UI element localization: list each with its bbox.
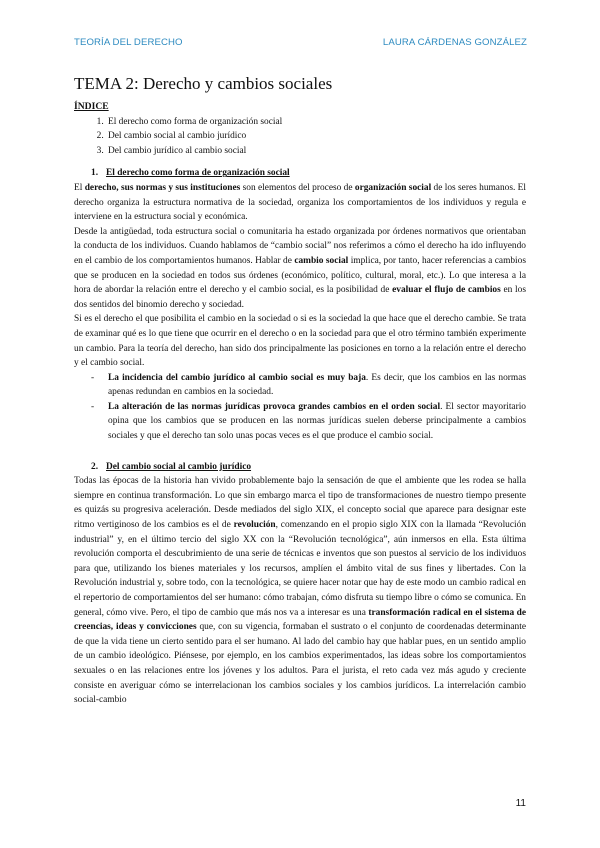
bold-run: La incidencia del cambio jurídico al cambio social es muy baja: [108, 372, 366, 383]
section-1-heading: [74, 166, 526, 181]
bold-run: organización social: [354, 182, 432, 193]
section-2-paragraph-1: [74, 474, 526, 708]
section-1-number: 1.: [91, 168, 99, 179]
section-1-title: El derecho como forma de organización social: [106, 168, 290, 179]
section-2-number: 2.: [91, 461, 99, 472]
text-run: Desde la antigüedad, toda estructura social o comunitaria ha estado organizada por órdenes normativos que orientaban la conducta de los individuos. Cuando hablamos de “cambio social” nos referimos a cómo el derecho ha ido influyendo en el cambio de los comportamientos humanos. Hablar de: [74, 226, 526, 266]
text-run: que, con su vigencia, formaban el sustrato o el conjunto de coordenadas determinante de que la vida tiene un cierto sentido para el ser humano. Al lado del cambio hay que hablar pues, en un sentido amplio de un cambio ideológico. Piénsese, por ejemplo, en los cambios experimentados, las ideas sobre los comportamientos sexuales o en las relaciones entre los jóvenes y los adultos. Para el jurista, el reto cada vez más agudo y creciente consiste en averiguar cómo se interrelacionan los cambios sociales y los cambios jurídicos. La interrelación cambio social-cambio: [74, 622, 526, 706]
index-heading: ÍNDICE: [74, 101, 109, 112]
text-run: implica, por tanto, hacer referencias a cambios que se producen en la sociedad en todos sus órdenes (económico, político, cultural, moral, etc.). Lo que interesa a la hora de abordar la relación entre el derecho y el cambio social, es la posibilidad de: [74, 255, 526, 296]
document-body: [74, 74, 526, 708]
toc-item: 1. El derecho como forma de organización social: [106, 115, 526, 130]
table-of-contents: [74, 115, 526, 159]
dash-bullet: -: [91, 401, 95, 412]
text-run: . El sector mayoritario opina que los cambios que se producen en las normas jurídicas suelen deberse principalmente a cambios sociales y que el derecho tan solo unas pocas veces es el que produce el cambio social.: [108, 401, 526, 442]
toc-item: 3. Del cambio jurídico al cambio social: [106, 144, 526, 159]
position-list: [74, 371, 526, 444]
bold-run: revolución: [233, 520, 276, 531]
text-run: en los dos sentidos del binomio derecho y sociedad.: [74, 285, 526, 310]
page-number: 11: [515, 798, 526, 809]
bold-run: cambio social: [294, 255, 349, 266]
bold-run: derecho, sus normas y sus instituciones: [84, 182, 241, 193]
text-run: Todas las épocas de la historia han vivido probablemente bajo la sensación de que el ambiente que les rodea se halla siempre en continua transformación. Lo que sin embargo marca el tipo de transformaciones de nuestro tiempo presente es quizás su progresiva aceleración. Desde mediados del siglo XIX, el concepto social que aparece para designar este ritmo vertiginoso de los cambios es el de: [74, 476, 526, 531]
header-author: LAURA CÁRDENAS GONZÁLEZ: [382, 37, 527, 48]
bold-run: evaluar el flujo de cambios: [392, 285, 501, 296]
list-item: [74, 400, 526, 444]
section-1-paragraph-3: Si es el derecho el que posibilita el cambio en la sociedad o si es la sociedad la que hace que el derecho cambie. Se trata de examinar qué es lo que tiene que ocurrir en el derecho o en la sociedad para que el otro término también experimente un cambio. Para la teoría del derecho, han sido dos principalmente las posiciones en torno a la relación entre el derecho y el cambio social.: [74, 314, 526, 369]
bold-run: transformación radical en el sistema de creencias, ideas y convicciones: [74, 607, 526, 633]
text-run: de los seres humanos. El derecho organiza la estructura normativa de la sociedad, organiza los comportamientos de los individuos y regula e interviene en la estructura social y económica.: [74, 182, 527, 223]
text-run: son elementos del proceso de: [240, 182, 355, 193]
section-1-paragraph-2: [74, 225, 526, 313]
list-item: [74, 371, 526, 400]
section-1-paragraph-1: [74, 181, 526, 225]
dash-bullet: -: [91, 372, 95, 383]
header-subject: TEORÍA DEL DERECHO: [74, 37, 183, 48]
bold-run: La alteración de las normas jurídicas provoca grandes cambios en el orden social: [108, 401, 441, 412]
section-2-heading: [74, 460, 526, 475]
text-run: . Es decir, que los cambios en las normas apenas redundan en cambios en la sociedad.: [108, 372, 527, 398]
text-run: , comenzando en el propio siglo XIX con la llamada “Revolución industrial” y, en el último tercio del siglo XX con la “Revolución tecnológica”, aún inmersos en ella. Esta última revolución comporta el descubrimiento de una serie de técnicas e inventos que son puestos al servicio de los individuos para que, utilizando los bienes materiales y los recursos, amplíen el ámbito vital de sus fines y libertades. Con la Revolución industrial y, sobre todo, con la tecnológica, se quiere hacer notar que hay de este modo un cambio radical en el repertorio de comportamientos del ser humano: cómo trabajan, cómo disfruta su tiempo libre o cómo se comunica. En general, cómo vive. Pero, el tipo de cambio que más nos va a interesar es una: [74, 520, 527, 618]
section-2-title: Del cambio social al cambio jurídico: [106, 461, 252, 472]
text-run: El: [74, 182, 85, 193]
toc-item: 2. Del cambio social al cambio jurídico: [106, 129, 526, 144]
page-title: TEMA 2: Derecho y cambios sociales: [74, 74, 333, 93]
